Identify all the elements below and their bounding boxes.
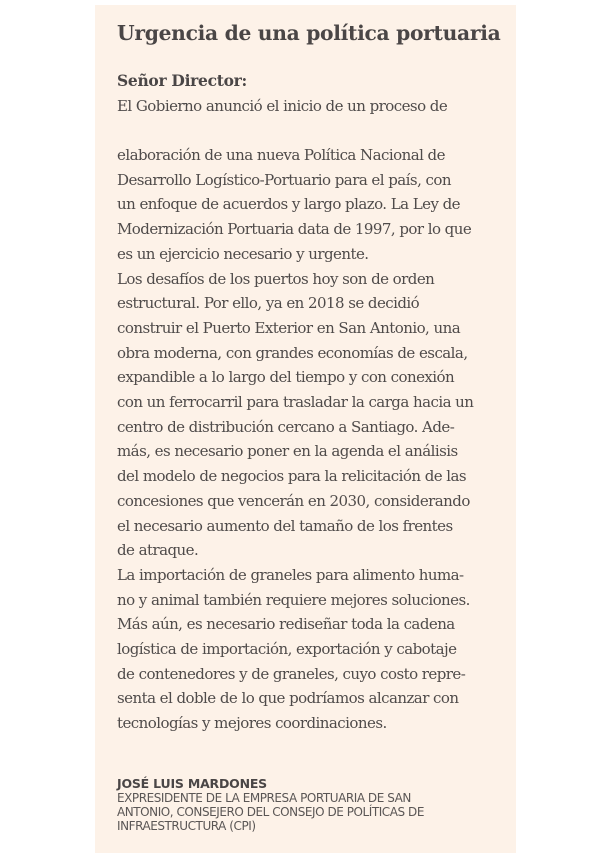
body-line: Desarrollo Logístico-Portuario para el país, con xyxy=(117,170,451,189)
body-line: La importación de graneles para alimento huma- xyxy=(117,565,464,584)
salutation: Señor Director: xyxy=(117,71,247,90)
body-line: un enfoque de acuerdos y largo plazo. La Ley de xyxy=(117,195,460,214)
body-line: Los desafíos de los puertos hoy son de orden xyxy=(117,269,435,288)
body-line: obra moderna, con grandes economías de escala, xyxy=(117,343,468,362)
body-line: es un ejercicio necesario y urgente. xyxy=(117,244,369,263)
body-line: más, es necesario poner en la agenda el análisis xyxy=(117,442,458,461)
body-line: logística de importación, exportación y cabotaje xyxy=(117,640,457,658)
body-line: no y animal también requiere mejores soluciones. xyxy=(117,590,470,609)
body-line: Más aún, es necesario rediseñar toda la cadena xyxy=(117,615,455,634)
author-name: JOSÉ LUIS MARDONES xyxy=(117,776,267,791)
body-line: senta el doble de lo que podríamos alcanzar con xyxy=(117,689,459,708)
letter-title: Urgencia de una política portuaria xyxy=(117,21,501,45)
author-role-line: ANTONIO, CONSEJERO DEL CONSEJO DE POLÍTICAS DE xyxy=(117,805,424,819)
body-line: el necesario aumento del tamaño de los frentes xyxy=(117,516,453,535)
body-line: de atraque. xyxy=(117,541,199,560)
body-line: con un ferrocarril para trasladar la carga hacia un xyxy=(117,393,474,411)
author-role-line: EXPRESIDENTE DE LA EMPRESA PORTUARIA DE SAN xyxy=(117,791,411,805)
body-line: de contenedores y de graneles, cuyo costo repre- xyxy=(117,664,466,683)
body-line: concesiones que vencerán en 2030, considerando xyxy=(117,491,470,510)
body-line: centro de distribución cercano a Santiago. Ade- xyxy=(117,417,455,436)
author-role-line: INFRAESTRUCTURA (CPI) xyxy=(117,819,256,833)
body-line: expandible a lo largo del tiempo y con conexión xyxy=(117,368,455,387)
body-line: El Gobierno anunció el inicio de un proceso de xyxy=(117,97,448,115)
body-line: construir el Puerto Exterior en San Antonio, una xyxy=(117,318,461,337)
body-line: del modelo de negocios para la relicitación de las xyxy=(117,467,467,486)
letter-card xyxy=(95,5,516,853)
body-line: Modernización Portuaria data de 1997, por lo que xyxy=(117,220,472,239)
body-line: elaboración de una nueva Política Nacional de xyxy=(117,146,445,164)
body-line: tecnologías y mejores coordinaciones. xyxy=(117,714,387,733)
body-line: estructural. Por ello, ya en 2018 se decidió xyxy=(117,294,420,313)
